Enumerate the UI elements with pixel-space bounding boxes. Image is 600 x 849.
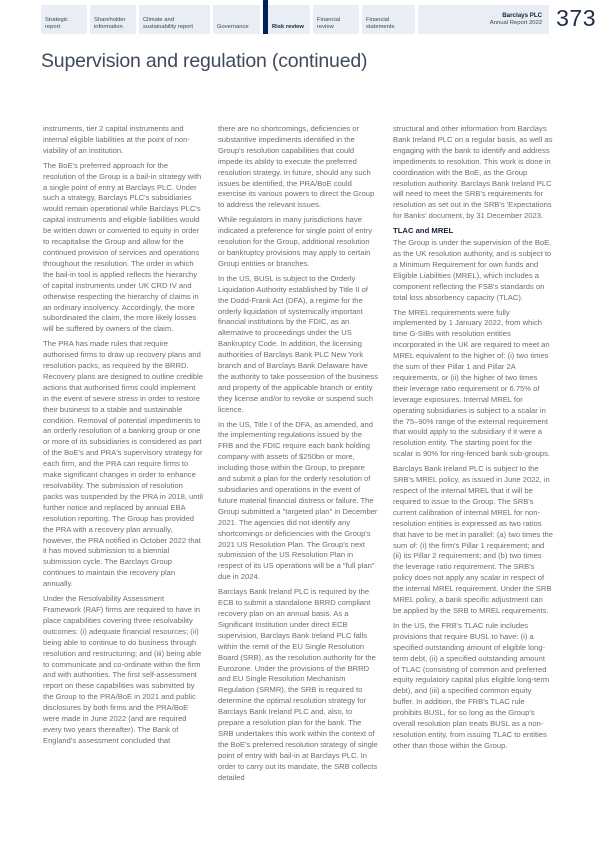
page-title: Supervision and regulation (continued) [41,50,368,72]
section-heading-tlac-and-mrel: TLAC and MREL [393,226,454,236]
paragraph: The PRA has made rules that require authorised firms to draw up recovery plans and resolution packs, as required by the BRRD. Recovery plans are designed to outline credible actions that authorised firms could implement in the event of severe stress in order to restore their business to a stable and sustainable condition. Removal of potential impediments to an orderly resolution of a banking group or one or more of its subsidiaries is considered as part of the BoE's and PRA's supervisory strategy for each firm, and the PRA can require firms to make significant changes in order to enhance resolvability. The submission of resolution packs was suspended by the PRA in 2018, until further notice and replaced by annual EBA resolution reporting. The Group has provided the PRA with a recovery plan annually, however, the PRA notified in October 2022 that it has moved submission to a biennial submission cycle. The Barclays Group continues to maintain the recovery plan annually. [43,339,203,589]
tab-financial-statements[interactable] [362,5,415,34]
paragraph: structural and other information from Barclays Bank Ireland PLC on a regular basis, as well as engaging with the bank to identify and address impediments to resolution. This work is done in coordination with the BoE, as the Group resolution authority. Barclays Bank Ireland PLC will need to meet the SRB's requirements for resolution as set out in the SRB's 'Expectations for Banks' document, by 31 December 2023. [393,124,553,221]
paragraph: In the US, the FRB's TLAC rule includes provisions that require BUSL to have: (i) a specified outstanding amount of eligible long-term debt, (ii) a specified outstanding amount of TLAC (consisting of common and preferred equity regulatory capital plus eligible long-term debt), and (iii) a specified common equity buffer. In addition, the FRB's TLAC rule prohibits BUSL, for so long as the Group's overall resolution plan treats BUSL as a non-resolution entity, from issuing TLAC to entities other than those within the Group. [393,620,550,750]
tab-financial-review[interactable] [313,5,359,34]
tab-strategic-report[interactable] [41,5,87,34]
tab-risk-review[interactable] [268,5,310,34]
tab-label: Shareholder information [94,17,126,31]
brand-report-title: Annual Report 2022 [489,19,543,26]
tab-label: Governance [217,24,249,31]
brand-company: Barclays PLC [502,11,543,19]
tab-governance[interactable] [213,5,260,34]
tab-label: Climate and sustainability report [143,17,193,31]
body-columns [0,124,600,787]
paragraph: The Group is under the supervision of the BoE, as the UK resolution authority, and is subject to a Minimum Requirement for own funds and Eligible Liabilities (MREL), which includes a component reflecting the FSB's standards on total loss absorbency capacity (TLAC). [393,238,552,302]
brand-box [418,5,549,34]
tab-label: Financial statements [366,17,395,31]
tab-climate-and-sustainability-report[interactable] [139,5,210,34]
paragraph: instruments, tier 2 capital instruments and internal eligible liabilities at the point of non-viability of an institution. [43,124,190,155]
text-column-2 [218,124,378,787]
report-header [0,0,600,34]
tab-label: Risk review [272,24,304,31]
paragraph: Under the Resolvability Assessment Framework (RAF) firms are required to have in place capabilities covering three resolvability outcomes: (i) adequate financial resources; (ii) being able to continue to do business through resolution and restructuring; and (iii) being able to communicate and co-ordinate within the firm and with authorities. The first self-assessment report on these capabilities was submitted by the Group to the PRA/BoE in 2021 and public disclosures by both firms and the PRA/BoE were made in June 2022 (and are required every two years thereafter). The Bank of England's assessment concluded that [43,594,202,745]
page-number: 373 [556,5,596,31]
paragraph: In the US, BUSL is subject to the Orderly Liquidation Authority established by Title II of the Dodd-Frank Act (DFA), a regime for the orderly liquidation of systemically important financial institutions by the FDIC, as an alternative to proceedings under the US Bankruptcy Code. In addition, the licensing authorities of Barclays Bank PLC New York branch and of Barclays Bank Delaware have the authority to take possession of the business and property of the applicable branch or entity they license and/or to revoke or suspend such licence. [218,273,378,414]
tab-label: Financial review [317,17,341,31]
text-column-1 [43,124,203,787]
paragraph: The MREL requirements were fully implemented by 1 January 2022, from which time G-SIBs with resolution entities incorporated in the UK are required to meet an MREL equivalent to the higher of: (i) two times the sum of their Pillar 1 and Pillar 2A requirements, or (ii) the higher of two times their leverage ratio requirement or 6.75% of leverage exposures. Internal MREL for operating subsidiaries is subject to a scalar in the 75–90% range of the external requirement that would apply to the subsidiary if it were a resolution entity. The starting point for the scalar is 90% for ring-fenced bank sub-groups. [393,307,551,459]
paragraph: Barclays Bank Ireland PLC is subject to the SRB's MREL policy, as issued in June 2022, in respect of the internal MREL that it will be required to issue to the Group. The SRB's current calibration of internal MREL for non-resolution entities is expressed as two ratios that have to be met in parallel: (a) two times the sum of: (i) the firm's Pillar 1 requirement; and (ii) its Pillar 2 requirement; and (b) two times the leverage ratio requirement. The SRB's policy does not apply any scalar in respect of the internal MREL requirement. Under the SRB MREL policy, a bank specific adjustment can be applied by the SRB to MREL requirements. [393,464,553,615]
paragraph: In the US, Title I of the DFA, as amended, and the implementing regulations issued by the FRB and the FDIC require each bank holding company with assets of $250bn or more, including those within the Group, to prepare and submit a plan for the orderly resolution of subsidiaries and operations in the event of future material financial distress or failure. The Group submitted a "targeted plan" in December 2021. The agencies did not identify any shortcomings or deficiencies with the Group's 2021 US Resolution Plan. The Group's next submission of the US Resolution Plan in respect of its US operations will be a "full plan" due in 2024. [218,419,378,582]
paragraph: While regulators in many jurisdictions have indicated a preference for single point of entry resolution for the Group, additional resolution or bankruptcy provisions may apply to certain Group entities or branches. [218,215,373,268]
tab-shareholder-information[interactable] [90,5,136,34]
tab-label: Strategic report [45,17,68,31]
paragraph: Barclays Bank Ireland PLC is required by the ECB to submit a standalone BRRD compliant recovery plan on an annual basis. As a Significant Institution under direct ECB supervision, Barclays Bank Ireland PLC falls within the remit of the EU Single Resolution Board (SRB), as the resolution authority for the Eurozone. Under the provisions of the BRRD and EU Single Resolution Mechanism Regulation (SRMR), the SRB is required to determine the optimal resolution strategy for Barclays Bank Ireland PLC and, also, to prepare a resolution plan for the bank. The SRB undertakes this work within the context of the BoE's preferred resolution strategy of single point of entry with bail-in at Barclays PLC. In order to carry out its mandate, the SRB collects detailed [218,587,378,782]
text-column-3 [393,124,553,787]
paragraph: The BoE's preferred approach for the resolution of the Group is a bail-in strategy with a single point of entry at Barclays PLC. Under such a strategy, Barclays PLC's subsidiaries would remain operational while Barclays PLC's capital instruments and eligible liabilities would be written down or converted to equity in order to recapitalise the Group and allow for the continued provision of services and operations throughout the resolution. The order in which the bail-in tool is applied reflects the hierarchy of capital instruments under UK CRD IV and otherwise respecting the hierarchy of claims in an ordinary insolvency. Accordingly, the more subordinated the claim, the more likely losses will be suffered by owners of the claim. [43,160,202,334]
paragraph: there are no shortcomings, deficiencies or substantive impediments identified in the Group's resolution capabilities that could impede its ability to execute the preferred resolution strategy. In future, should any such issues be identified, the PRA/BoE could exercise its various powers to direct the Group to address the relevant issues. [218,124,375,210]
